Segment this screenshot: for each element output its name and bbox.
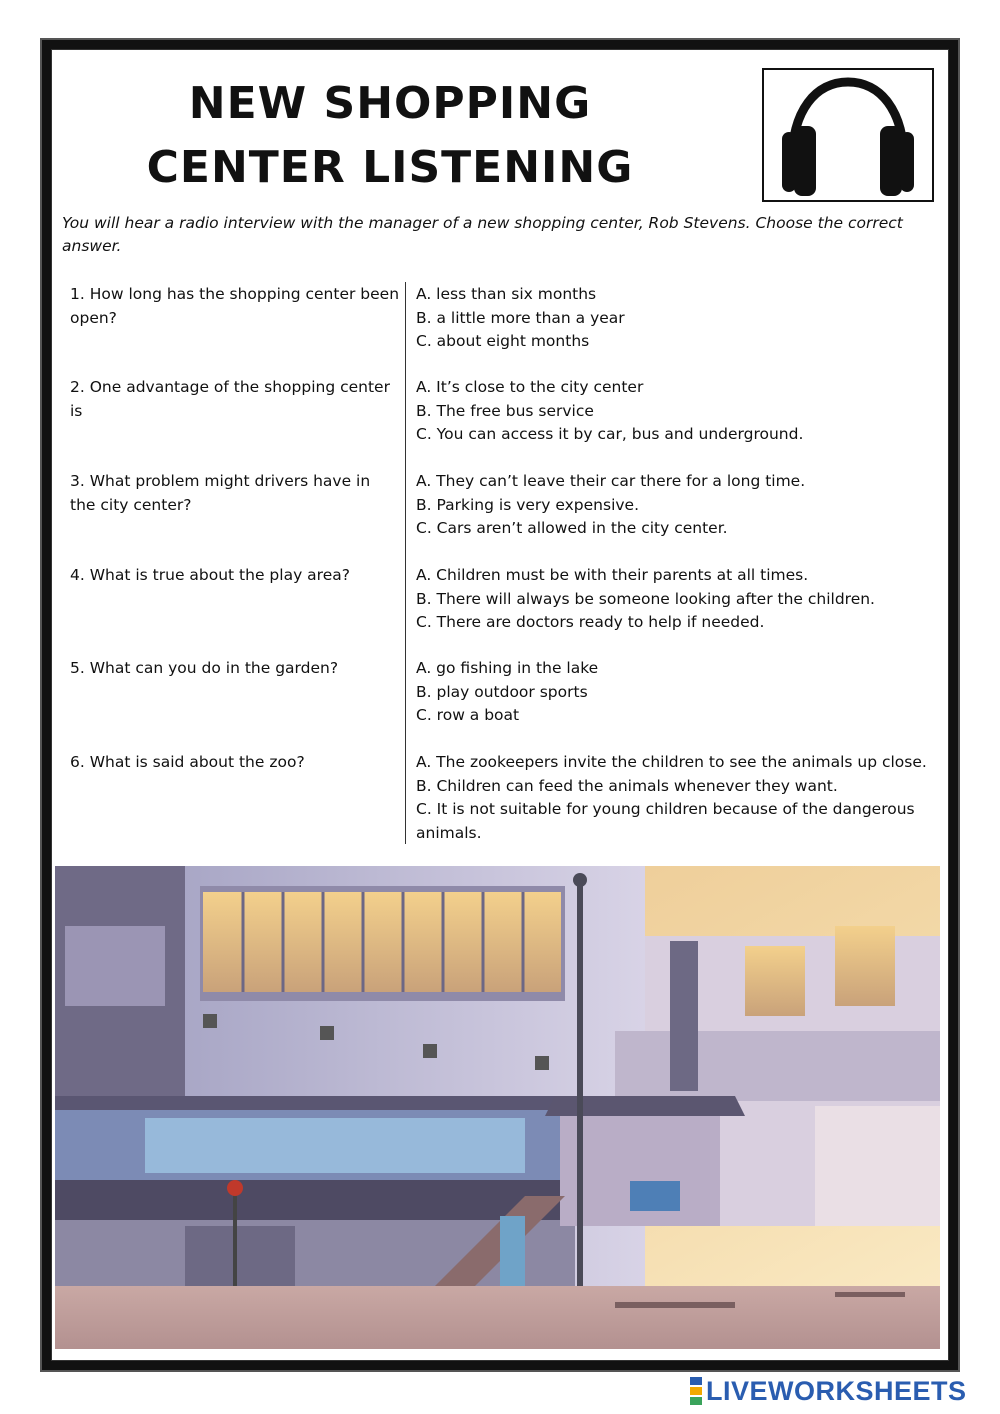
building-picture xyxy=(55,866,940,1349)
option-3a[interactable]: A. They can’t leave their car there for a long time. xyxy=(416,472,806,490)
options-1 xyxy=(416,283,946,354)
shopping-center-illustration xyxy=(55,866,940,1349)
options-4 xyxy=(416,564,946,635)
option-1b[interactable]: B. a little more than a year xyxy=(416,308,625,327)
option-2a[interactable]: A. It’s close to the city center xyxy=(416,378,644,396)
option-3c[interactable]: C. Cars aren’t allowed in the city center. xyxy=(416,519,728,537)
headphones-icon-box xyxy=(762,68,934,202)
question-5: 5. What can you do in the garden? xyxy=(70,659,339,677)
liveworksheets-logo[interactable] xyxy=(690,1376,967,1406)
option-1c[interactable]: C. about eight months xyxy=(416,332,590,350)
options-3 xyxy=(416,470,946,541)
question-3: 3. What problem might drivers have in the city center? xyxy=(70,472,371,514)
options-5 xyxy=(416,657,946,728)
options-2 xyxy=(416,376,946,447)
logo-blocks-icon xyxy=(690,1376,702,1406)
column-divider xyxy=(405,282,406,844)
option-1a[interactable]: A. less than six months xyxy=(416,285,597,303)
option-6a[interactable]: A. The zookeepers invite the children to see the animals up close. xyxy=(416,753,927,771)
option-4c[interactable]: C. There are doctors ready to help if needed. xyxy=(416,613,765,631)
footer-brand: LIVEWORKSHEETS xyxy=(706,1375,967,1406)
option-2b[interactable]: B. The free bus service xyxy=(416,401,594,420)
option-5c[interactable]: C. row a boat xyxy=(416,706,520,724)
headphones-icon xyxy=(764,70,932,200)
instructions: You will hear a radio interview with the manager of a new shopping center, Rob Stevens. Choose the correct answer. xyxy=(62,214,903,255)
option-4a[interactable]: A. Children must be with their parents at all times. xyxy=(416,566,809,584)
title-line-2: CENTER LISTENING xyxy=(146,142,634,193)
option-3b[interactable]: B. Parking is very expensive. xyxy=(416,495,640,514)
option-5b[interactable]: B. play outdoor sports xyxy=(416,682,588,701)
option-6c[interactable]: C. It is not suitable for young children because of the dangerous animals. xyxy=(416,800,915,842)
question-6: 6. What is said about the zoo? xyxy=(70,753,305,771)
worksheet-title xyxy=(120,72,660,200)
option-4b[interactable]: B. There will always be someone looking after the children. xyxy=(416,589,875,608)
question-1: 1. How long has the shopping center been open? xyxy=(70,285,400,327)
question-4: 4. What is true about the play area? xyxy=(70,566,350,584)
option-6b[interactable]: B. Children can feed the animals whenever they want. xyxy=(416,776,838,795)
option-5a[interactable]: A. go fishing in the lake xyxy=(416,659,599,677)
question-2: 2. One advantage of the shopping center is xyxy=(70,378,390,420)
options-6 xyxy=(416,751,946,845)
title-line-1: NEW SHOPPING xyxy=(188,78,592,129)
option-2c[interactable]: C. You can access it by car, bus and underground. xyxy=(416,425,804,443)
